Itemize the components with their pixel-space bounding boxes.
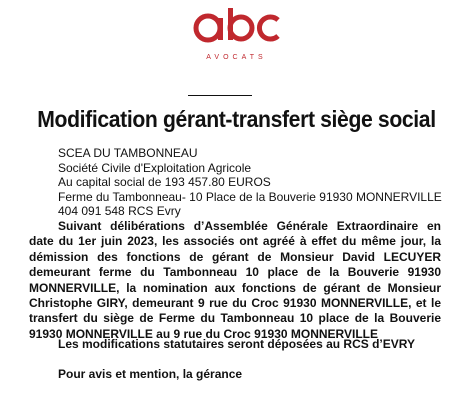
company-name: SCEA DU TAMBONNEAU [58, 146, 198, 160]
abc-logo-mark [192, 8, 282, 48]
logo-subtitle: AVOCATS [206, 54, 267, 61]
signature-note: Pour avis et mention, la gérance [58, 367, 243, 381]
company-address: Ferme du Tambonneau- 10 Place de la Bouverie 91930 MONNERVILLE [58, 189, 442, 204]
company-form: Société Civile d'Exploitation Agricole [58, 160, 252, 175]
company-block [58, 146, 442, 219]
company-rcs: 404 091 548 RCS Evry [58, 204, 181, 219]
announcement-body: Suivant délibérations d’Assemblée Générale Extraordinaire en date du 1er juin 2023, les associés ont agréé à effet du même jour, la démission des fonctions de gérant de Monsieur David LECUYER demeurant ferme du Tambonneau 10 place de la Bouverie 91930 MONNERVILLE, la nomination aux fonctions de gérant de Monsieur Christophe GIRY, demeurant 9 rue du Croc 91930 MONNERVILLE, et le transfert du siège de Ferme du Tambonneau 10 place de la Bouverie 91930 MONNERVILLE au 9 rue du Croc 91930 MONNERVILLE [29, 219, 441, 341]
title-rule [188, 95, 252, 96]
filing-note: Les modifications statutaires seront déposées au RCS d’EVRY [58, 337, 415, 351]
page-title: Modification gérant-transfert siège social [37, 106, 436, 132]
abc-avocats-logo [0, 8, 473, 70]
company-capital: Au capital social de 193 457.80 EUROS [58, 175, 271, 190]
